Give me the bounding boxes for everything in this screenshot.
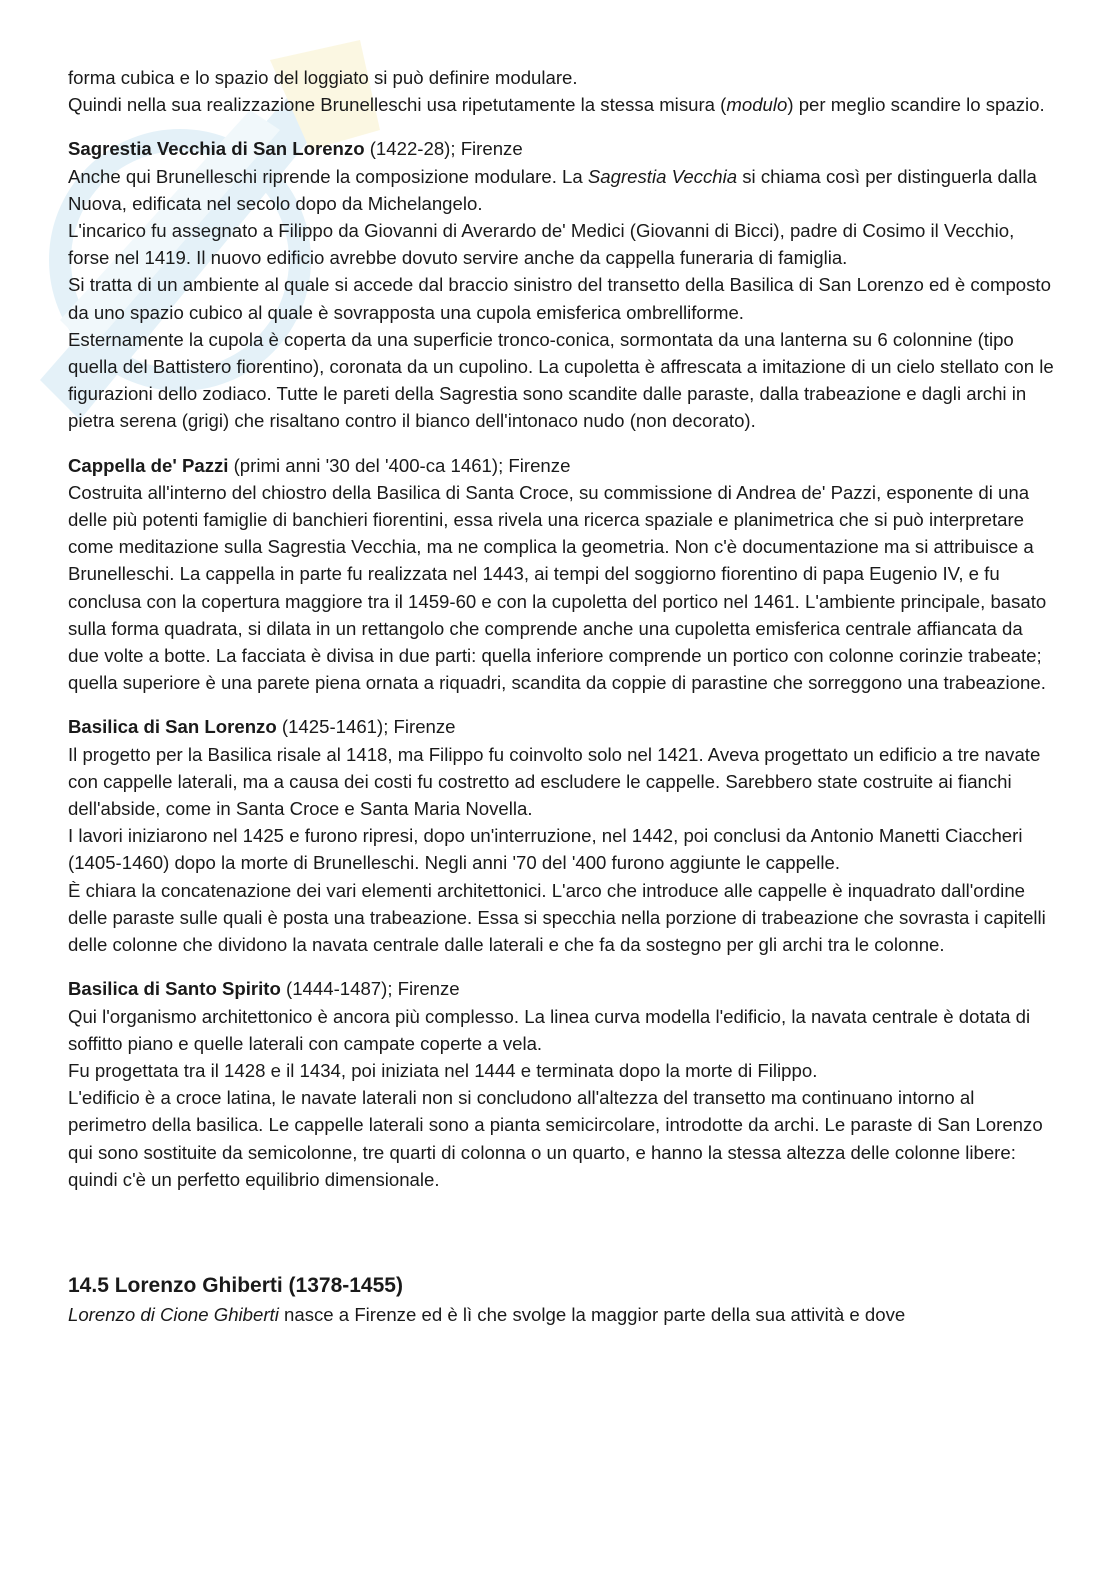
intro-line-1: forma cubica e lo spazio del loggiato si può definire modulare. bbox=[68, 67, 578, 88]
intro-section bbox=[68, 64, 1058, 118]
section-meta: (primi anni '30 del '400-ca 1461); Firenze bbox=[228, 454, 571, 476]
section-title: Sagrestia Vecchia di San Lorenzo bbox=[68, 138, 365, 160]
paragraph: I lavori iniziarono nel 1425 e furono ripresi, dopo un'interruzione, nel 1442, poi conclusi da Antonio Manetti Ciaccheri (1405-1460) dopo la morte di Brunelleschi. Negli anni '70 del '400 furono aggiunte le cappelle. bbox=[68, 825, 1023, 874]
section-sagrestia-vecchia bbox=[68, 135, 1058, 434]
paragraph: Qui l'organismo architettonico è ancora più complesso. La linea curva modella l'edificio, la navata centrale è dotata di soffitto piano e quelle laterali con campate coperte a vela. bbox=[68, 1005, 1031, 1054]
section-heading bbox=[68, 135, 1058, 162]
section-title: Basilica di San Lorenzo bbox=[68, 716, 277, 738]
section-heading bbox=[68, 452, 1058, 479]
section-meta: (1422-28); Firenze bbox=[364, 138, 523, 160]
section-santo-spirito bbox=[68, 975, 1058, 1193]
chapter-intro: Lorenzo di Cione Ghiberti nasce a Firenze ed è lì che svolge la maggior parte della sua attività e dove bbox=[68, 1303, 906, 1325]
section-heading bbox=[68, 713, 1058, 740]
term-sagrestia-vecchia: Sagrestia Vecchia bbox=[587, 165, 738, 187]
paragraph: L'edificio è a croce latina, le navate laterali non si concludono all'altezza del transetto ma continuano intorno al perimetro della basilica. Le cappelle laterali sono a pianta semicircolare, introdotte da archi. Le paraste di San Lorenzo qui sono sostituite da semicolonne, tre quarti di colonna o un quarto, e hanno la stessa altezza delle colonne libere: quindi c'è un perfetto equilibrio dimensionale. bbox=[68, 1087, 1043, 1190]
term-ghiberti: Lorenzo di Cione Ghiberti bbox=[68, 1303, 279, 1325]
paragraph: Si tratta di un ambiente al quale si accede dal braccio sinistro del transetto della Basilica di San Lorenzo ed è composto da uno spazio cubico al quale è sovrapposta una cupola emisferica ombrelliforme. bbox=[68, 274, 1051, 323]
paragraph: Il progetto per la Basilica risale al 1418, ma Filippo fu coinvolto solo nel 1421. Aveva progettato un edificio a tre navate con cappelle laterali, ma a causa dei costi fu costretto ad escludere le cappelle. Sarebbero state costruite ai fianchi dell'abside, come in Santa Croce e Santa Maria Novella. bbox=[68, 743, 1041, 820]
section-title: Basilica di Santo Spirito bbox=[68, 978, 281, 1000]
paragraph: L'incarico fu assegnato a Filippo da Giovanni di Averardo de' Medici (Giovanni di Bicci), padre di Cosimo il Vecchio, forse nel 1419. Il nuovo edificio avrebbe dovuto servire anche da cappella funeraria di famiglia. bbox=[68, 220, 1015, 269]
paragraph: Anche qui Brunelleschi riprende la composizione modulare. La Sagrestia Vecchia si chiama così per distinguerla dalla Nuova, edificata nel secolo dopo da Michelangelo. bbox=[68, 165, 1037, 214]
section-meta: (1425-1461); Firenze bbox=[276, 716, 456, 738]
paragraph: Fu progettata tra il 1428 e il 1434, poi iniziata nel 1444 e terminata dopo la morte di Filippo. bbox=[68, 1059, 818, 1081]
intro-line-2: Quindi nella sua realizzazione Brunelleschi usa ripetutamente la stessa misura (modulo) per meglio scandire lo spazio. bbox=[68, 94, 1045, 116]
paragraph: Costruita all'interno del chiostro della Basilica di Santa Croce, su commissione di Andrea de' Pazzi, esponente di una delle più potenti famiglie di banchieri fiorentini, essa rivela una ricerca spaziale e planimetrica che si può interpretare come meditazione sulla Sagrestia Vecchia, ma ne complica la geometria. Non c'è documentazione ma si attribuisce a Brunelleschi. La cappella in parte fu realizzata nel 1443, ai tempi del soggiorno fiorentino di papa Eugenio IV, e fu conclusa con la copertura maggiore tra il 1459-60 e con la cupoletta del portico nel 1461. L'ambiente principale, basato sulla forma quadrata, si dilata in un rettangolo che comprende anche una cupoletta emisferica centrale affiancata da due volte a botte. La facciata è divisa in due parti: quella inferiore comprende un portico con colonne corinzie trabeate; quella superiore è una parete piena ornata a riquadri, scandita da coppie di parastine che sorreggono una trabeazione. bbox=[68, 481, 1047, 694]
document-page bbox=[68, 64, 1058, 1328]
paragraph: È chiara la concatenazione dei vari elementi architettonici. L'arco che introduce alle cappelle è inquadrato dall'ordine delle paraste sulle quali è posta una trabeazione. Essa si specchia nella porzione di trabeazione che sovrasta i capitelli delle colonne che dividono la navata centrale dalle laterali e che fa da sostegno per gli archi tra le colonne. bbox=[68, 879, 1046, 956]
section-cappella-pazzi bbox=[68, 452, 1058, 697]
section-heading bbox=[68, 975, 1058, 1002]
paragraph: Esternamente la cupola è coperta da una superficie tronco-conica, sormontata da una lanterna su 6 colonnine (tipo quella del Battistero fiorentino), coronata da un cupolino. La cupoletta è affrescata a imitazione di un cielo stellato con le figurazioni dello zodiaco. Tutte le pareti della Sagrestia sono scandite dalle paraste, dalla trabeazione e dagli archi in pietra serena (grigi) che risaltano contro il bianco dell'intonaco nudo (non decorato). bbox=[68, 328, 1054, 432]
section-meta: (1444-1487); Firenze bbox=[280, 978, 460, 1000]
term-modulo: modulo bbox=[726, 94, 788, 116]
section-san-lorenzo bbox=[68, 713, 1058, 958]
chapter-heading: 14.5 Lorenzo Ghiberti (1378-1455) bbox=[68, 1273, 403, 1297]
section-title: Cappella de' Pazzi bbox=[68, 454, 229, 476]
